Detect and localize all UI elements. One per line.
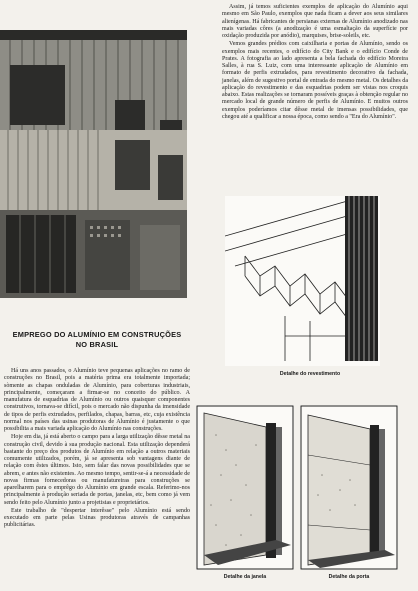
right-text-column <box>222 4 408 122</box>
revestimento-drawing <box>225 196 380 366</box>
caption-porta: Detalhe da porta <box>328 574 370 580</box>
building-facade-photo <box>0 30 187 298</box>
facade-illustration <box>0 30 187 298</box>
left-text-column <box>4 368 190 531</box>
porta-drawing <box>300 405 398 570</box>
janela-sketch <box>196 405 294 570</box>
left-paragraph-2: Hoje em dia, já está aberto o campo para a larga utilização dêsse metal na construção civil, devido à sua produção nacional. Esta utilização dependerá bastante do preço dos produtos de Alumínio em relação a outros materiais comumente utilizados, porém, já se apresenta sob vantagens diante de relação com êstes últimos. Isto, sem falar das novas possibilidades que se abrem, e antes não existentes. Ao mesmo tempo, sentir-se-á a necessidade de novas firmas fornecedoras ou manufatureiras para construções se aparelharem para o emprêgo do Alumínio em grande escala. Referimo-nos principalmente à produção seriada de portas, janelas, etc, bem como já vem sendo feito pelo Alumínio junto a projetistas e proprietários. <box>4 434 190 506</box>
left-paragraph-3: Este trabalho de "despertar interêsse" pelo Alumínio está sendo executado em parte pelas Usinas produtoras através de campanhas publicitárias. <box>4 507 190 529</box>
section-heading <box>4 330 190 350</box>
janela-drawing <box>196 405 294 570</box>
left-paragraph-1: Há uns anos passados, o Alumínio teve pequenas aplicações no ramo de construções no Brasil, pois a matéria prima era totalmente importada; sòmente as chapas onduladas de Alumínio, para coberturas industriais, principalmente, começaram a firmar-se no conceito do público. A manufatura de esquadrias de Alumínio ou outros quaisquer componentes construtivos, tornava-se difícil, pois o mercado não dispunha da imensidade de tipos de perfis extrudados, perfilados, chapas, barras, etc, cuja existência normal nos países das usinas produtoras de Alumínio é justamente o que possibilita a mais variada aplicação do Alumínio nas construções. <box>4 368 190 432</box>
revestimento-sketch <box>225 196 380 366</box>
caption-revestimento: Detalhe do revestimento <box>279 371 341 377</box>
right-paragraph-1: Assim, já temos suficientes exemplos de aplicação do Alumínio aqui mesmo em São Paulo, exemplos que nada ficam a dever aos seus similares alienígenas. Há fabricantes de persianas externas de Alumínio anodizado nas mais variadas côres (a anodização é uma esmaltação da superfície por oxidação produzida por anódio), marquises, brise-soleils, etc. <box>222 4 408 39</box>
caption-janela: Detalhe da janela <box>223 574 267 580</box>
right-paragraph-2: Vemos grandes prédios com caixilharia e portas de Alumínio, sendo os exemplos mais recentes, o edifício do City Bank e o edifício Conde de Prates. A fotografia ao lado apresenta a bela fachada do edifício Moreira Salles, à rua S. Luiz, com uma interessante aplicação de Alumínio em formato de perfis extrudados, para revestimento decorativo da fachada, janelas, além de sugestivo portal de entrada do mesmo metal. Os detalhes da aplicação do revestimento e das esquadrias podem ser vistas nos croquis abaixo. Estas realizações se tornaram possíveis graças à obtenção regular no mercado local de grande número de perfis de Alumínio. E muitos outros exemplos poderíamos citar dêsse metal de imensas possibilidades, que chegou até a qualificar a nossa época, como sendo a "Era do Alumínio". <box>222 41 408 120</box>
section-heading-line1: EMPREGO DO ALUMÍNIO EM CONSTRUÇÕES <box>12 330 182 339</box>
section-heading-line2: NO BRASIL <box>75 340 119 349</box>
porta-sketch <box>300 405 398 570</box>
